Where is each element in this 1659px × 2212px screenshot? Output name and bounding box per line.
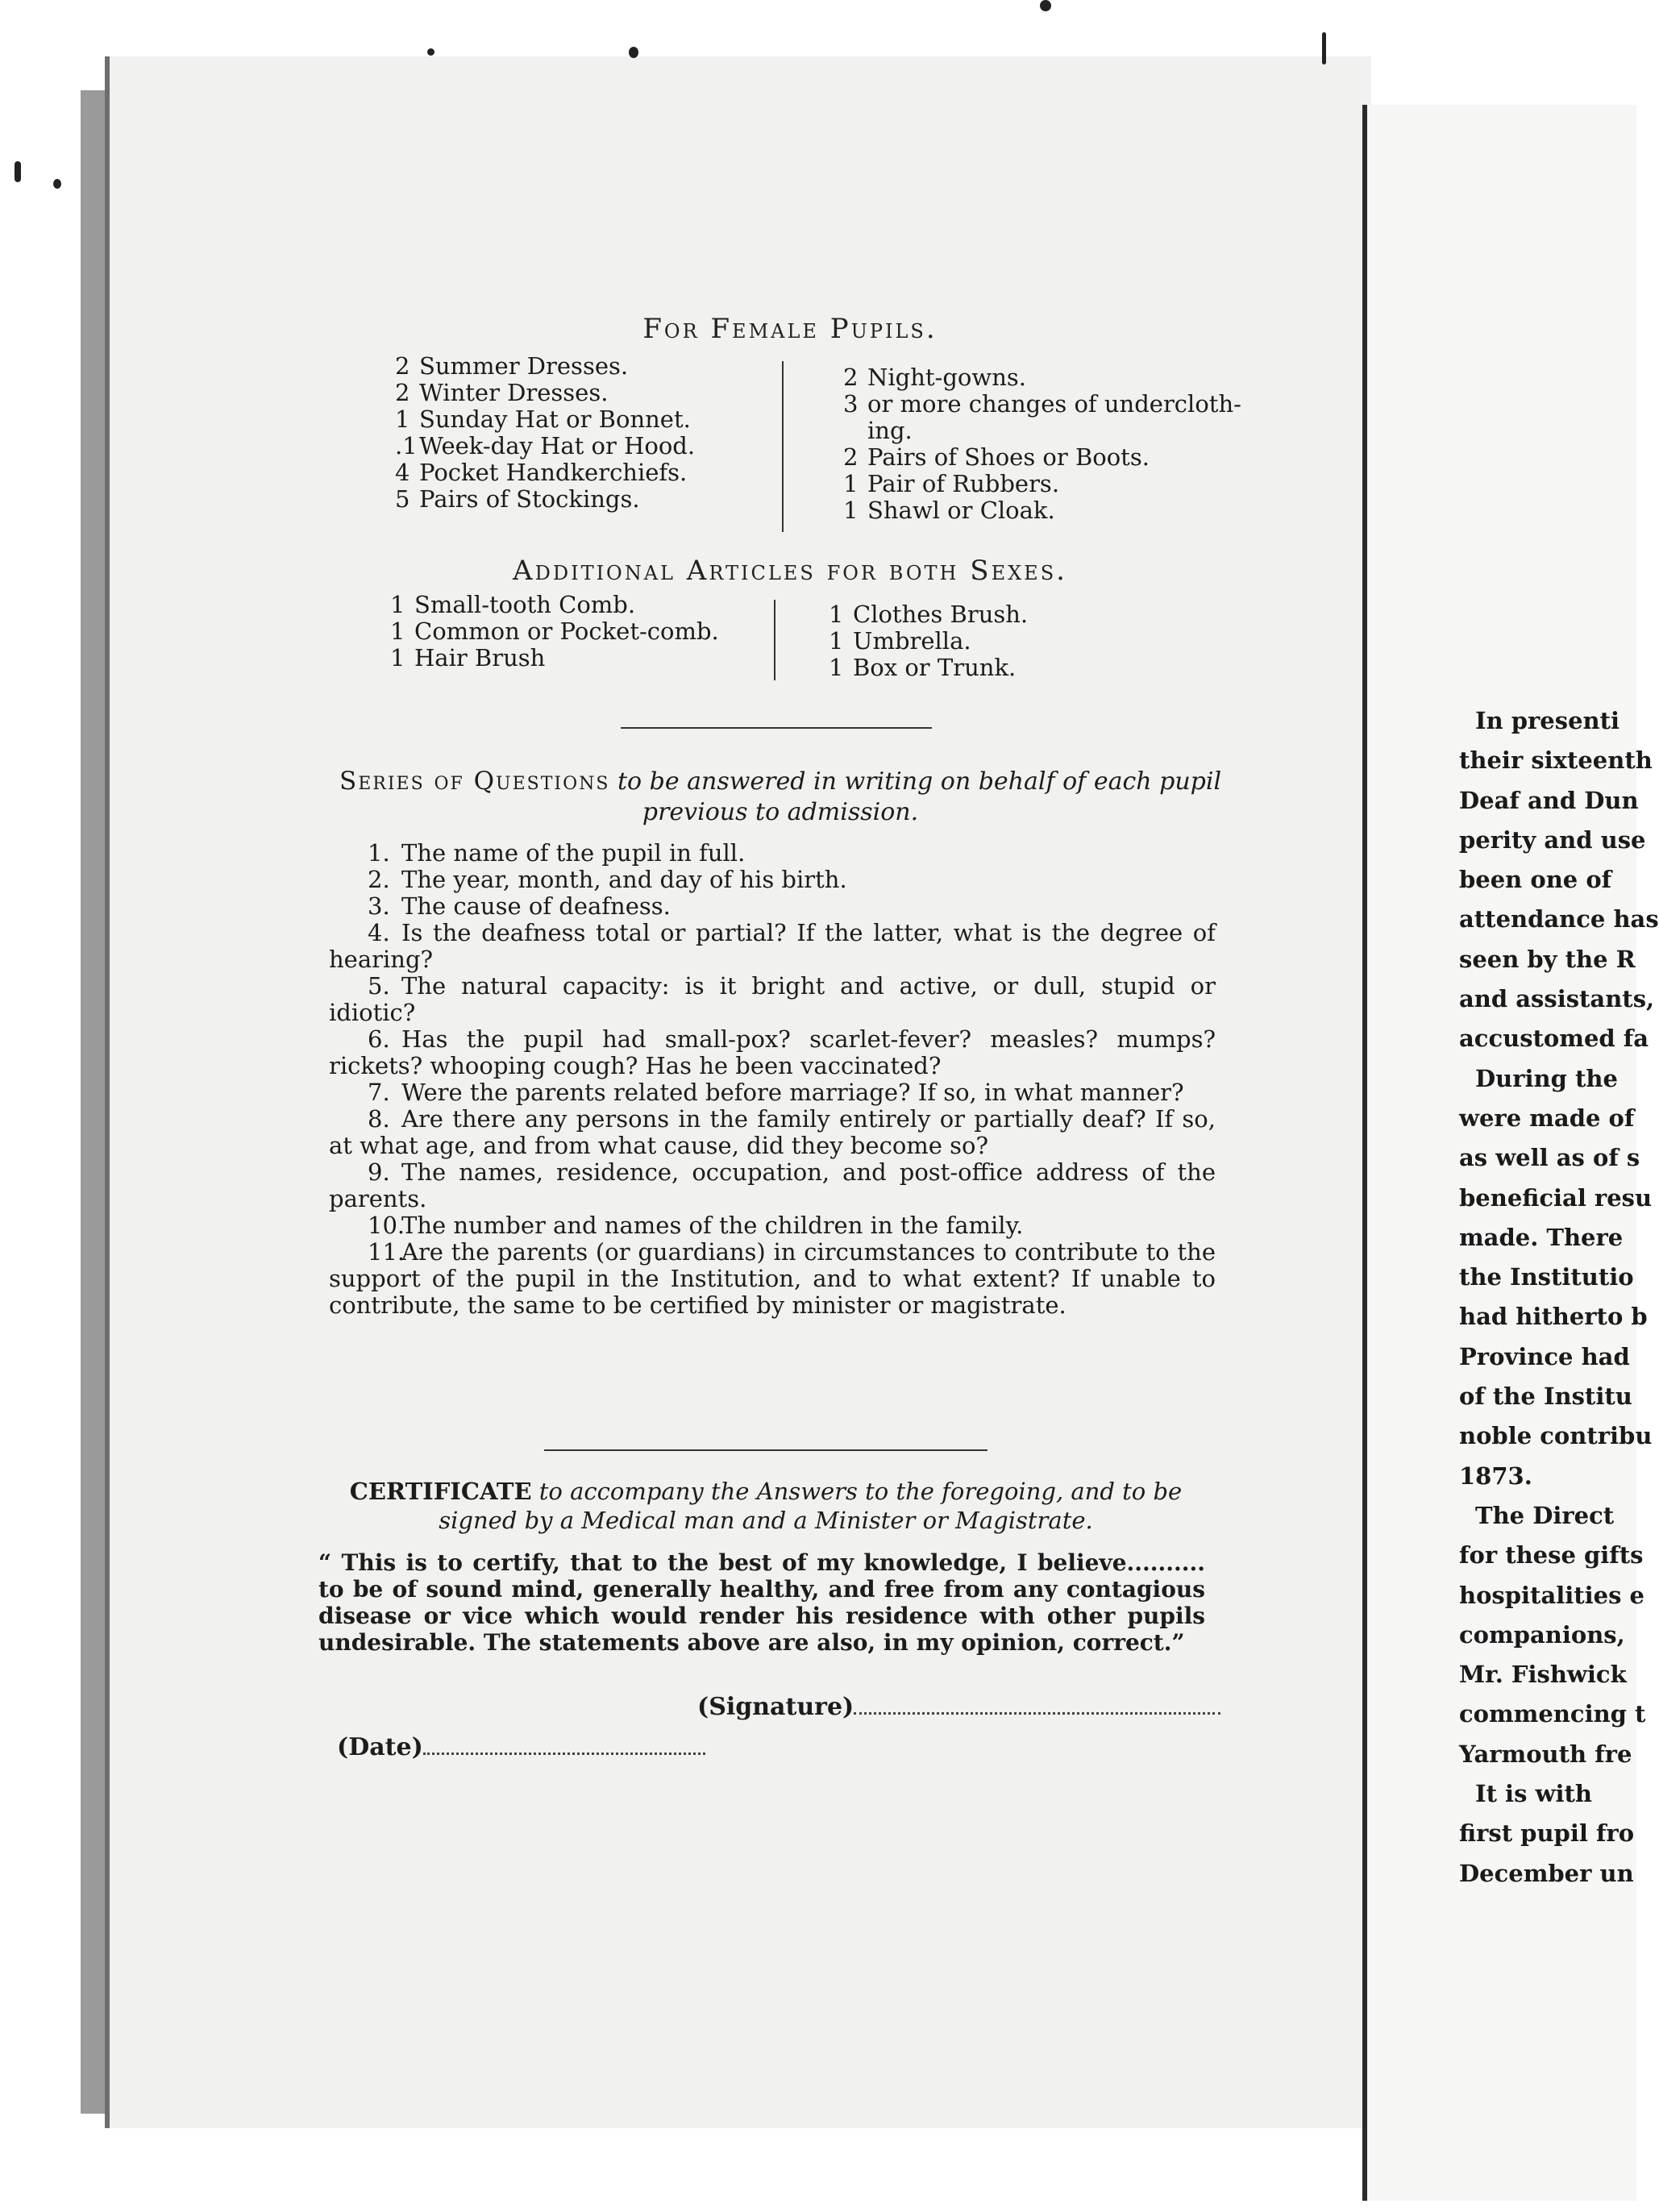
female-item — [395, 353, 695, 380]
section-rule — [544, 1449, 988, 1451]
right-page-line: attendance has — [1459, 905, 1659, 933]
date-dotted-line — [423, 1733, 705, 1755]
item-quantity: 1 — [829, 654, 844, 681]
item-text: ing. — [867, 417, 913, 444]
signature-dotted-line — [854, 1693, 1220, 1715]
question-text: The name of the pupil in full. — [401, 839, 746, 867]
female-item — [843, 471, 1241, 497]
certificate-title-italic: to accompany the Answers to the foregoing, and to be signed by a Medical man and a Minister or Magistrate. — [439, 1478, 1183, 1534]
right-page-line: made. There — [1459, 1223, 1624, 1251]
item-quantity: 2 — [395, 379, 410, 406]
question-text: The names, residence, occupation, and post-office address of the parents. — [329, 1158, 1216, 1212]
item-quantity: 4 — [395, 459, 410, 486]
question-item — [329, 893, 1216, 920]
item-text: Night-gowns. — [867, 364, 1026, 391]
article-item — [829, 601, 1028, 628]
right-page-line: companions, — [1459, 1620, 1625, 1649]
female-item — [395, 380, 695, 406]
right-page-line: The Direct — [1475, 1501, 1615, 1529]
item-text: Box or Trunk. — [853, 654, 1017, 681]
question-item — [329, 1026, 1216, 1079]
item-text: or more changes of undercloth- — [867, 390, 1241, 418]
right-page-line: beneficial resu — [1459, 1183, 1653, 1212]
series-title-smallcaps: Series of Questions — [339, 767, 610, 796]
scan-speck — [427, 48, 434, 56]
right-page-line: Province had — [1459, 1342, 1630, 1370]
item-text: Small-tooth Comb. — [414, 591, 636, 618]
certificate-text: “ This is to certify, that to the best of my knowledge, I believe.......... to be of sound mind, generally healthy, and free from any contagious disease or vice which would render his residence with other pupils undesirable. The statements above are also, in my opinion, correct.” — [318, 1549, 1205, 1656]
right-page-line: hospitalities e — [1459, 1581, 1645, 1609]
item-text: Shawl or Cloak. — [867, 497, 1055, 524]
question-text: Were the parents related before marriage? If so, in what manner? — [401, 1079, 1184, 1106]
female-item — [395, 486, 695, 513]
signature-label: (Signature) — [697, 1693, 854, 1721]
right-page-line: Yarmouth fre — [1459, 1740, 1632, 1768]
female-item — [843, 444, 1241, 471]
item-quantity: 2 — [843, 364, 859, 391]
question-item — [329, 867, 1216, 893]
column-divider — [774, 600, 775, 680]
female-pupils-right-list — [843, 364, 1241, 524]
section-rule — [621, 727, 932, 729]
question-number: 4. — [368, 919, 390, 946]
item-quantity: 1 — [390, 617, 405, 645]
certificate-title — [318, 1477, 1213, 1535]
question-item — [329, 1212, 1216, 1239]
right-page-line: their sixteenth — [1459, 746, 1653, 775]
question-text: The cause of deafness. — [401, 892, 671, 920]
item-quantity: 1 — [390, 644, 405, 672]
question-text: The natural capacity: is it bright and active, or dull, stupid or idiotic? — [329, 972, 1216, 1026]
right-page-line: first pupil fro — [1459, 1819, 1635, 1848]
right-page-line: were made of — [1459, 1104, 1635, 1132]
item-text: Clothes Brush. — [853, 601, 1029, 628]
right-page-line: the Institutio — [1459, 1263, 1634, 1291]
question-number: 6. — [368, 1025, 390, 1053]
question-item — [329, 840, 1216, 867]
right-page-line: seen by the R — [1459, 945, 1636, 973]
question-text: Are the parents (or guardians) in circumstances to contribute to the support of the pupil in the Institution, and to what extent? If unable to contribute, the same to be certified by minister or magistrate. — [329, 1238, 1216, 1319]
right-page-line: for these gifts — [1459, 1541, 1644, 1570]
question-item — [329, 1159, 1216, 1212]
right-page-line: commencing t — [1459, 1700, 1646, 1728]
female-item — [843, 497, 1241, 524]
item-quantity: .1 — [395, 432, 418, 459]
series-of-questions-title — [337, 766, 1224, 828]
question-item — [329, 920, 1216, 973]
female-pupils-left-list — [395, 353, 695, 513]
column-divider — [782, 361, 784, 532]
female-item — [395, 459, 695, 486]
question-text: Is the deafness total or partial? If the latter, what is the degree of hearing? — [329, 919, 1216, 973]
article-item — [829, 655, 1028, 681]
female-item — [843, 391, 1241, 418]
question-number: 11. — [368, 1238, 405, 1266]
question-item — [329, 1106, 1216, 1159]
additional-articles-right-list — [829, 601, 1028, 681]
additional-articles-heading: Additional Articles for both Sexes. — [513, 555, 1067, 587]
additional-articles-left-list — [390, 592, 719, 672]
right-page-line: It is with — [1475, 1780, 1592, 1808]
item-quantity: 2 — [843, 443, 859, 471]
scan-speck — [1040, 0, 1051, 11]
question-item — [329, 1079, 1216, 1106]
item-text: Pair of Rubbers. — [867, 470, 1060, 497]
item-text: Pocket Handkerchiefs. — [419, 459, 688, 486]
scan-speck — [53, 179, 61, 189]
item-quantity: 1 — [395, 405, 410, 433]
question-item — [329, 1239, 1216, 1319]
item-text: Winter Dresses. — [419, 379, 609, 406]
question-text: Has the pupil had small-pox? scarlet-fever? measles? mumps? rickets? whooping cough? Has he been vaccinated? — [329, 1025, 1216, 1079]
female-item — [395, 433, 695, 459]
item-quantity: 5 — [395, 485, 410, 513]
item-quantity: 1 — [843, 470, 859, 497]
item-text: Week-day Hat or Hood. — [419, 432, 696, 459]
item-quantity: 1 — [829, 627, 844, 655]
right-page-line: and assistants, — [1459, 985, 1655, 1013]
right-page-line: accustomed fa — [1459, 1025, 1649, 1053]
date-line — [337, 1733, 705, 1761]
scan-speck — [1322, 32, 1326, 64]
right-page-line: Mr. Fishwick — [1459, 1661, 1627, 1689]
question-number: 5. — [368, 972, 390, 1000]
item-quantity: 1 — [390, 591, 405, 618]
item-text: Umbrella. — [853, 627, 971, 655]
article-item — [829, 628, 1028, 655]
female-item — [843, 364, 1241, 391]
item-quantity: 1 — [829, 601, 844, 628]
item-text: Pairs of Stockings. — [419, 485, 640, 513]
item-quantity: 3 — [843, 390, 859, 418]
female-item — [395, 406, 695, 433]
right-page-line: of the Institu — [1459, 1382, 1632, 1411]
date-label: (Date) — [337, 1733, 423, 1761]
scan-speck — [629, 47, 638, 58]
certificate-title-bold: CERTIFICATE — [349, 1478, 532, 1505]
question-text: Are there any persons in the family entirely or partially deaf? If so, at what age, and from what cause, did they become so? — [329, 1105, 1216, 1159]
series-title-italic: to be answered in writing on behalf of each pupil previous to admission. — [617, 767, 1222, 826]
questions-list — [329, 840, 1216, 1319]
right-page-line: had hitherto b — [1459, 1303, 1648, 1331]
item-text: Summer Dresses. — [419, 352, 629, 380]
question-number: 1. — [368, 839, 390, 867]
item-text: Sunday Hat or Bonnet. — [419, 405, 691, 433]
right-page-line: During the — [1475, 1064, 1618, 1092]
question-number: 10. — [368, 1212, 405, 1239]
item-text: Hair Brush — [414, 644, 546, 672]
item-quantity: 1 — [843, 497, 859, 524]
question-number: 8. — [368, 1105, 390, 1133]
right-page-line: been one of — [1459, 866, 1612, 894]
scan-speck — [15, 161, 21, 182]
right-page-text — [1459, 701, 1659, 1894]
signature-line — [697, 1693, 1220, 1721]
right-page-line: 1873. — [1459, 1462, 1532, 1490]
right-page-line: Deaf and Dun — [1459, 786, 1639, 814]
right-page-line: noble contribu — [1459, 1422, 1653, 1450]
item-text: Pairs of Shoes or Boots. — [867, 443, 1150, 471]
female-pupils-heading: For Female Pupils. — [642, 313, 938, 345]
question-number: 7. — [368, 1079, 390, 1106]
item-text: Common or Pocket-comb. — [414, 617, 719, 645]
right-page-line: perity and use — [1459, 825, 1646, 854]
question-text: The year, month, and day of his birth. — [401, 866, 847, 893]
question-text: The number and names of the children in the family. — [401, 1212, 1024, 1239]
question-number: 9. — [368, 1158, 390, 1186]
right-page-line: In presenti — [1475, 707, 1620, 734]
right-page-line: December un — [1459, 1859, 1634, 1887]
question-item — [329, 973, 1216, 1026]
article-item — [390, 618, 719, 645]
article-item — [390, 645, 719, 672]
question-number: 2. — [368, 866, 390, 893]
article-item — [390, 592, 719, 618]
item-quantity: 2 — [395, 352, 410, 380]
female-item — [843, 418, 1241, 444]
question-number: 3. — [368, 892, 390, 920]
right-page-line: as well as of s — [1459, 1144, 1640, 1172]
